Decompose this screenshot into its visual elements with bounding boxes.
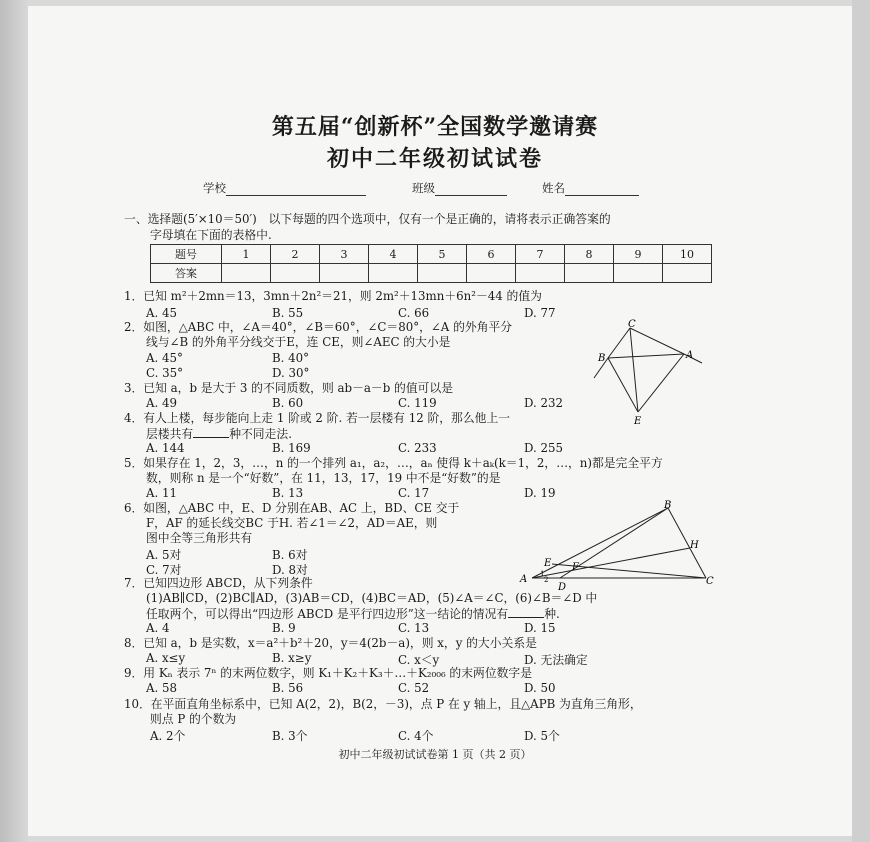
answer-blank[interactable]: [508, 606, 544, 618]
label-h: H: [690, 540, 699, 551]
table-cell: 3: [320, 245, 369, 264]
option-b: B. 56: [272, 681, 304, 695]
label-a: A: [686, 350, 694, 361]
option-d: D. 30°: [272, 366, 310, 380]
answer-cell[interactable]: [369, 264, 418, 283]
table-header-cell: 答案: [151, 264, 222, 283]
table-cell: 5: [418, 245, 467, 264]
option-b: B. x≥y: [272, 651, 312, 665]
option-c: C. 35°: [146, 366, 184, 380]
option-c: C. 4个: [398, 729, 434, 743]
option-c: C. x＜y: [398, 653, 440, 667]
answer-cell[interactable]: [320, 264, 369, 283]
question-5-line-2: 数，则称 n 是一个“好数”，在 11，13，17，19 中不是“好数”的是: [146, 471, 501, 485]
option-d: D. 19: [524, 486, 556, 500]
question-6-line-3: 图中全等三角形共有: [146, 531, 253, 545]
option-c: C. 52: [398, 681, 430, 695]
answer-cell[interactable]: [418, 264, 467, 283]
option-a: A. 5对: [146, 548, 182, 562]
option-d: D. 5个: [524, 729, 560, 743]
school-field: 学校: [203, 180, 366, 196]
label-c: C: [628, 319, 636, 330]
table-cell: 4: [369, 245, 418, 264]
question-2: 2．如图，△ABC 中，∠A＝40°，∠B＝60°，∠C＝80°，∠A 的外角平分: [124, 320, 513, 334]
answer-cell[interactable]: [565, 264, 614, 283]
table-cell: 6: [467, 245, 516, 264]
answer-cell[interactable]: [271, 264, 320, 283]
label-d: D: [558, 582, 567, 592]
question-4-line-2: 层楼共有 种不同走法.: [146, 427, 292, 441]
answer-cell[interactable]: [222, 264, 271, 283]
answer-cell[interactable]: [614, 264, 663, 283]
question-1: 1．已知 m²＋2mn＝13，3mn＋2n²＝21，则 2m²＋13mn＋6n²－44 的值为: [124, 289, 542, 303]
table-header-cell: 题号: [151, 245, 222, 264]
question-3: 3．已知 a，b 是大于 3 的不同质数，则 ab－a－b 的值可以是: [124, 381, 454, 395]
option-b: B. 3个: [272, 729, 308, 743]
option-d: D. 232: [524, 396, 564, 410]
question-7-line-2: (1)AB∥CD，(2)BC∥AD，(3)AB＝CD，(4)BC＝AD，(5)∠A＝∠C，(6)∠B＝∠D 中: [146, 591, 598, 605]
option-d: D. 无法确定: [524, 653, 588, 667]
label-c: C: [706, 576, 714, 587]
table-cell: 7: [516, 245, 565, 264]
question-10: 10．在平面直角坐标系中，已知 A(2，2)，B(2，－3)，点 P 在 y 轴上，且△APB 为直角三角形，: [124, 697, 642, 711]
class-field: 班级: [412, 180, 507, 196]
answer-cell[interactable]: [663, 264, 712, 283]
option-a: A. x≤y: [146, 651, 186, 665]
figure-triangle-2: [518, 500, 718, 592]
name-field: 姓名: [542, 180, 639, 196]
answer-cell[interactable]: [516, 264, 565, 283]
option-a: A. 11: [146, 486, 178, 500]
option-a: A. 49: [146, 396, 178, 410]
question-9: 9．用 Kₙ 表示 7ⁿ 的末两位数字，则 K₁＋K₂＋K₃＋…＋K₂₀₀₆ 的末两位数字是: [124, 666, 533, 680]
question-8: 8．已知 a，b 是实数，x＝a²＋b²＋20，y＝4(2b－a)，则 x，y 的大小关系是: [124, 636, 537, 650]
figure-triangle-1: [590, 318, 710, 426]
label-b: B: [664, 500, 672, 511]
option-a: A. 58: [146, 681, 178, 695]
question-7: 7．已知四边形 ABCD，从下列条件: [124, 576, 313, 590]
option-c: C. 17: [398, 486, 430, 500]
option-a: A. 45°: [146, 351, 183, 365]
table-row: [151, 245, 712, 264]
label-e: E: [634, 416, 642, 426]
option-b: B. 40°: [272, 351, 310, 365]
option-b: B. 169: [272, 441, 311, 455]
angle-label-2: 2: [544, 576, 549, 584]
table-cell: 2: [271, 245, 320, 264]
option-c: C. 7对: [146, 563, 182, 577]
option-b: B. 60: [272, 396, 304, 410]
question-4: 4．有人上楼，每步能向上走 1 阶或 2 阶. 若一层楼有 12 阶，那么他上一: [124, 411, 511, 425]
answer-cell[interactable]: [467, 264, 516, 283]
option-a: A. 45: [146, 306, 178, 320]
option-b: B. 6对: [272, 548, 308, 562]
answer-table: [150, 244, 712, 283]
label-e: E: [544, 558, 552, 569]
table-cell: 8: [565, 245, 614, 264]
label-f: F: [572, 562, 579, 573]
angle-label-1: 1: [540, 570, 545, 578]
option-d: D. 77: [524, 306, 556, 320]
option-c: C. 66: [398, 306, 430, 320]
page-subtitle: 初中二年级初试试卷: [326, 146, 543, 172]
table-row: [151, 264, 712, 283]
section-heading-2: 字母填在下面的表格中.: [150, 228, 272, 242]
option-a: A. 4: [146, 621, 170, 635]
question-5: 5．如果存在 1，2，3，…，n 的一个排列 a₁，a₂，…，aₙ 使得 k＋aₖ(k＝1，2，…，n)都是完全平方: [124, 456, 663, 470]
option-d: D. 8对: [272, 563, 308, 577]
option-d: D. 255: [524, 441, 564, 455]
question-7-line-3: 任取两个，可以得出“四边形 ABCD 是平行四边形”这一结论的情况有 种.: [146, 607, 560, 621]
table-cell: 1: [222, 245, 271, 264]
page-footer: 初中二年级初试试卷第 1 页（共 2 页）: [338, 748, 532, 761]
option-c: C. 119: [398, 396, 437, 410]
option-c: C. 233: [398, 441, 437, 455]
label-a: A: [520, 574, 528, 585]
option-b: B. 55: [272, 306, 304, 320]
option-d: D. 50: [524, 681, 556, 695]
option-c: C. 13: [398, 621, 430, 635]
question-2-line-2: 线与∠B 的外角平分线交于E，连 CE，则∠AEC 的大小是: [146, 335, 451, 349]
question-10-line-2: 则点 P 的个数为: [150, 712, 237, 726]
section-heading: 一、选择题(5′×10＝50′) 以下每题的四个选项中，仅有一个是正确的，请将表示正确答案的: [124, 212, 611, 226]
page-title: 第五届“创新杯”全国数学邀请赛: [271, 114, 599, 140]
table-cell: 10: [663, 245, 712, 264]
option-b: B. 13: [272, 486, 304, 500]
option-b: B. 9: [272, 621, 296, 635]
table-cell: 9: [614, 245, 663, 264]
label-b: B: [598, 353, 606, 364]
option-d: D. 15: [524, 621, 556, 635]
question-6: 6．如图，△ABC 中，E、D 分别在AB、AC 上，BD、CE 交于: [124, 501, 460, 515]
question-6-line-2: F，AF 的延长线交BC 于H. 若∠1＝∠2，AD＝AE，则: [146, 516, 438, 530]
option-a: A. 144: [146, 441, 185, 455]
answer-blank[interactable]: [193, 426, 229, 438]
option-a: A. 2个: [150, 729, 186, 743]
